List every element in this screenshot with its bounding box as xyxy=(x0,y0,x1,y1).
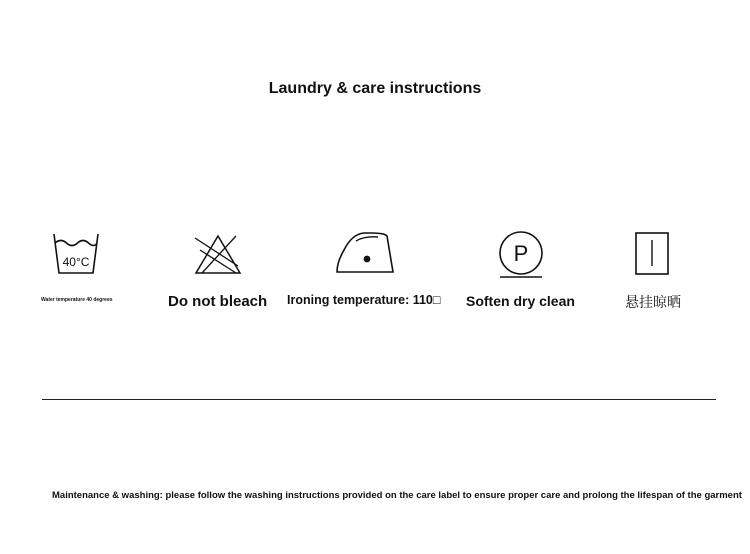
do-not-bleach-icon xyxy=(192,232,244,276)
line-dry-icon xyxy=(634,231,672,277)
iron-icon xyxy=(332,230,398,276)
page-title: Laundry & care instructions xyxy=(268,80,482,97)
dry-clean-letter: P xyxy=(513,241,529,266)
wash-tub-40-icon xyxy=(50,230,102,276)
label-ironing-temperature: Ironing temperature: 110□ xyxy=(287,293,441,307)
label-line-dry: 悬挂晾晒 xyxy=(625,294,681,310)
divider-line xyxy=(42,399,716,400)
label-do-not-bleach: Do not bleach xyxy=(168,293,268,310)
label-soften-dry-clean: Soften dry clean xyxy=(466,293,575,309)
label-wash-temperature: Water temperature 40 degrees xyxy=(41,297,113,303)
wash-tub-temperature: 40°C xyxy=(62,255,90,269)
footer-care-note: Maintenance & washing: please follow the washing instructions provided on the care label to ensure proper care and prolong the lifespan of the garment xyxy=(52,490,742,501)
dry-clean-p-icon xyxy=(496,230,546,280)
